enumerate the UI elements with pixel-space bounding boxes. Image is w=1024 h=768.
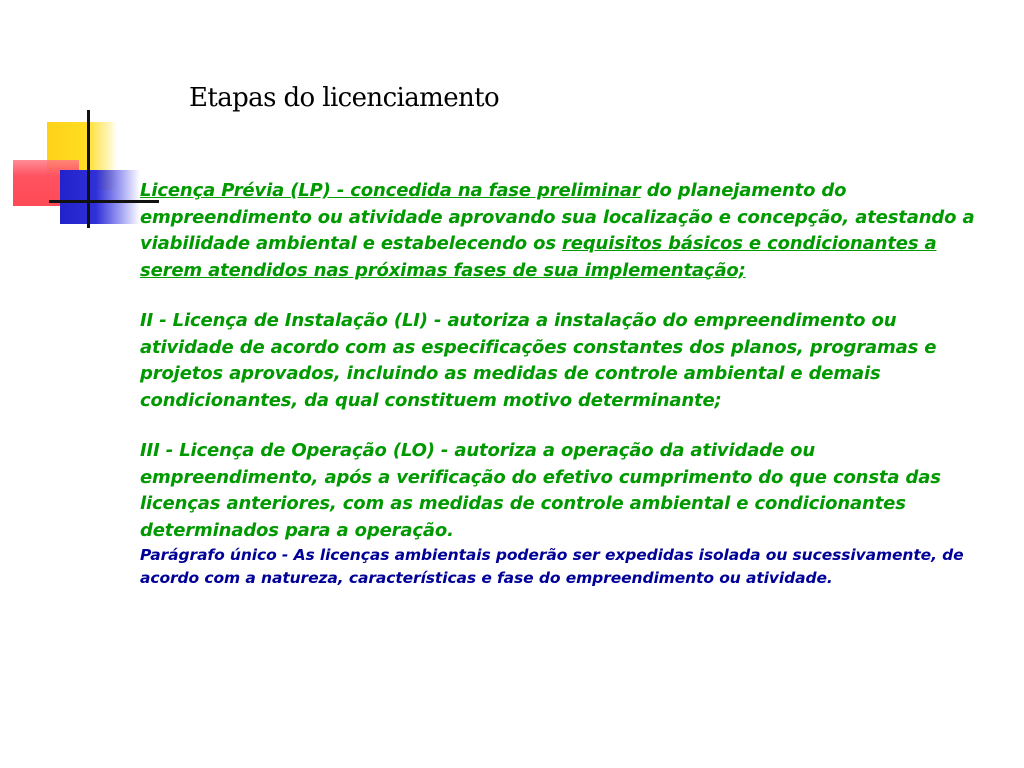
slide-content [140,178,975,590]
licenca-previa-requirements: requisitos básicos e condicionantes a serem atendidos nas próximas fases de sua implementação; [140,233,937,281]
vertical-line-shape [87,110,90,228]
paragraph-licenca-previa [140,178,975,284]
paragrafo-unico-note: Parágrafo único - As licenças ambientais poderão ser expedidas isolada ou sucessivamente, de acordo com a natureza, características e fase do empreendimento ou atividade. [140,546,964,587]
licenca-previa-body: do planejamento do empreendimento ou atividade aprovando sua localização e concepção, atestando a viabilidade ambiental e estabelecendo os [140,180,975,254]
paragraph-licenca-instalacao: II - Licença de Instalação (LI) - autoriza a instalação do empreendimento ou atividade de acordo com as especificações constantes dos planos, programas e projetos aprovados, incluindo as medidas de controle ambiental e demais condicionantes, da qual constituem motivo determinante; [140,310,937,411]
licenca-previa-heading: Licença Prévia (LP) - concedida na fase preliminar [140,180,641,201]
decorative-squares-logo [0,0,160,240]
slide-title: Etapas do licenciamento [189,83,500,113]
paragraph-licenca-operacao: III - Licença de Operação (LO) - autoriza a operação da atividade ou empreendimento, após a verificação do efetivo cumprimento do que consta das licenças anteriores, com as medidas de controle ambiental e condicionantes determinados para a operação. [140,440,941,541]
blue-square-shape [60,170,140,224]
